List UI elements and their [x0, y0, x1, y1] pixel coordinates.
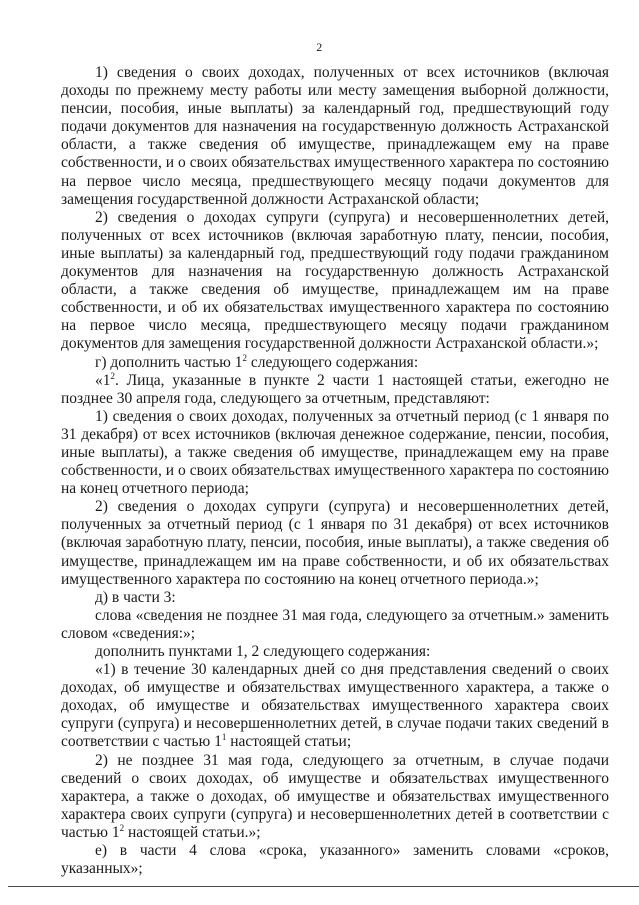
bottom-divider	[8, 886, 639, 887]
paragraph-part4: е) в части 4 слова «срока, указанного» заменить словами «сроков, указанных»;	[61, 842, 609, 878]
paragraph-text: следующего содержания:	[247, 353, 419, 371]
paragraph-reporting-spouse: 2) сведения о доходах супруги (супруга) и несовершеннолетних детей, полученных за отчетный период (с 1 января по 31 декабря) от всех источников (включая заработную плату, пенсии, пособия, иные выплаты), а также сведения об имуществе, принадлежащем им на праве собственности, и об их обязательствах имущественного характера по состоянию на конец отчетного периода.»;	[61, 498, 609, 588]
paragraph-point-2	[61, 752, 609, 842]
paragraph-text: настоящей статьи;	[226, 733, 352, 751]
page-number: 2	[316, 40, 323, 54]
paragraph-part-text	[61, 372, 609, 408]
paragraph-income-own: 1) сведения о своих доходах, полученных от всех источников (включая доходы по прежнему месту работы или месту замещения выборной должности, пенсии, пособия, иные выплаты) за календарный год, предшествующий году подачи документов для назначения на государственную должность Астраханской области, а также сведения об имуществе, принадлежащем ему на праве собственности, и о своих обязательствах имущественного характера по состоянию на первое число месяца, предшествующего месяцу подачи документов для замещения государственной должности Астраханской области;	[61, 64, 609, 208]
document-body	[61, 64, 609, 878]
superscript: 1	[221, 732, 227, 743]
paragraph-income-spouse: 2) сведения о доходах супруги (супруга) и несовершеннолетних детей, полученных от всех источников (включая заработную плату, пенсии, пособия, иные выплаты) за календарный год, предшествующий году подачи гражданином документов для назначения на государственную должность Астраханской области, а также сведения об имуществе, принадлежащем им на праве собственности, и об их обязательствах имущественного характера по состоянию на первое число месяца, предшествующего месяцу подачи гражданином документов для замещения государственной должности Астраханской области.»;	[61, 208, 609, 353]
paragraph-part3-heading: д) в части 3:	[95, 588, 176, 606]
superscript: 2	[110, 370, 115, 381]
paragraph-reporting-own: 1) сведения о своих доходах, полученных за отчетный период (с 1 января по 31 декабря) от всех источников (включая денежное содержание, пенсии, пособия, иные выплаты), а также сведения об имуществе, принадлежащем ему на праве собственности, и о своих обязательствах имущественного характера по состоянию на конец отчетного периода;	[61, 407, 609, 498]
paragraph-text: настоящей статьи.»;	[124, 823, 261, 841]
paragraph-replace-words: слова «сведения не позднее 31 мая года, следующего за отчетным.» заменить словом «сведения:»;	[61, 606, 609, 642]
superscript: 2	[119, 822, 125, 833]
paragraph-point-1	[61, 661, 609, 751]
superscript: 2	[242, 352, 248, 363]
paragraph-text: г) дополнить частью 1	[95, 353, 243, 371]
paragraph-add-part	[61, 354, 609, 372]
paragraph-text: . Лица, указанные в пункте 2 части 1 настоящей статьи, ежегодно не позднее 30 апреля года, следующего за отчетным, представляют:	[61, 371, 609, 407]
paragraph-text: «1	[95, 371, 111, 389]
paragraph-text: 2) не позднее 31 мая года, следующего за отчетным, в случае подачи сведений о своих доходах, об имуществе и обязательствах имущественного характера, а также о доходах, об имуществе и обязательствах имущественного характера своих супруги (супруга) и несовершеннолетних детей в соответствии с частью 1	[61, 751, 609, 841]
paragraph-add-points: дополнить пунктами 1, 2 следующего содержания:	[95, 643, 431, 660]
paragraph-text: «1) в течение 30 календарных дней со дня представления сведений о своих доходах, об имуществе и обязательствах имущественного характера, а также о доходах, об имуществе и обязательствах имущественного характера своих супруги (супруга) и несовершеннолетних детей, в случае подачи таких сведений в соответствии с частью 1	[61, 661, 609, 751]
